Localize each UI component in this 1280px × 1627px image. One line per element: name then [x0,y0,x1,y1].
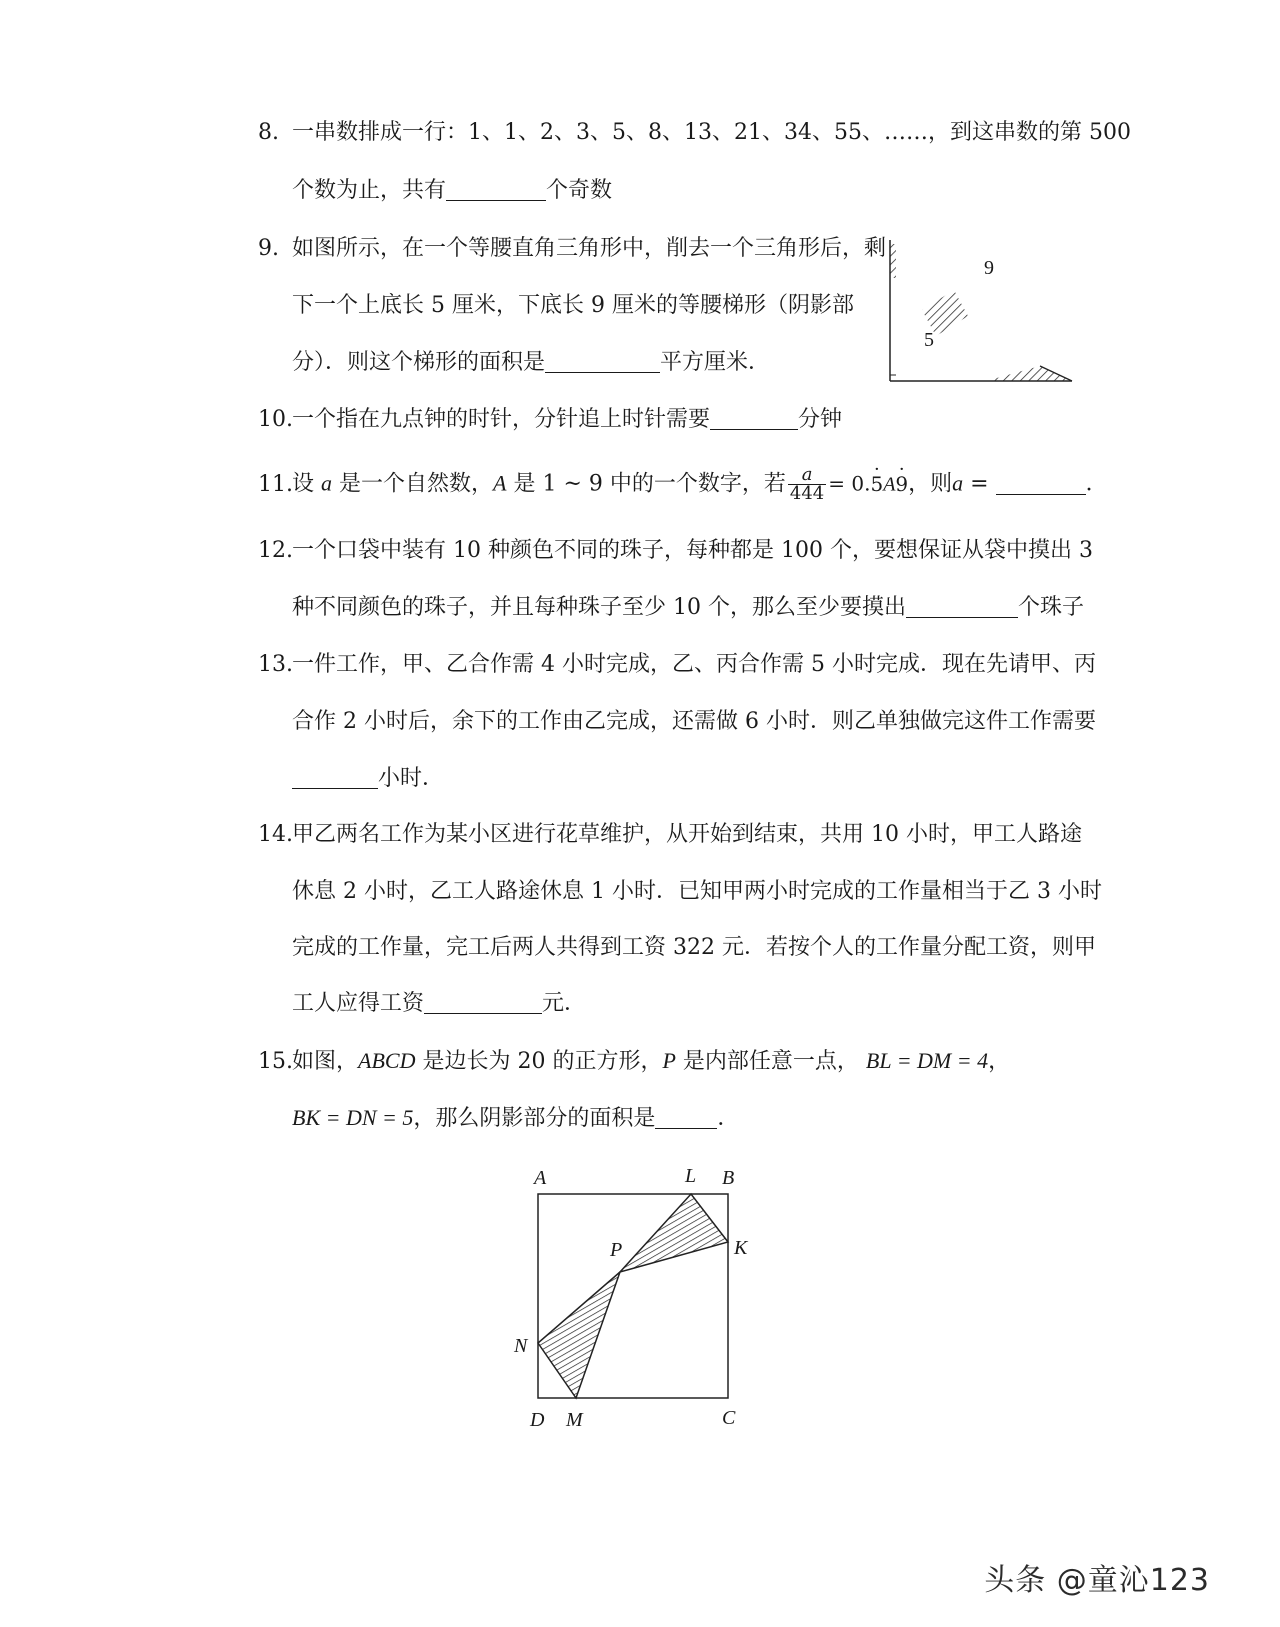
q15-label-L: L [685,1165,697,1187]
q12-text-2a: 种不同颜色的珠子，并且每种珠子至少 10 个，那么至少要摸出 [292,595,906,620]
q13-line3 [292,764,444,794]
q12-text-1: 一个口袋中装有 10 种颜色不同的珠子，每种都是 100 个，要想保证从袋中摸出 3 [292,538,1093,563]
q15-label-A: A [534,1167,547,1189]
q14-line3 [292,933,1096,963]
q10-text-b: 分钟 [798,407,843,432]
q15-eq2: BK = DN = 5 [292,1105,414,1130]
q15-answer-blank[interactable] [655,1106,717,1129]
q11-var-a: a [321,470,333,496]
q15-eq1: BL = DM = 4 [865,1048,989,1073]
q12-answer-blank[interactable] [906,595,1018,618]
q9-answer-blank[interactable] [545,350,660,373]
q9-line2 [292,291,854,321]
q14-text-4b: 元． [542,991,587,1016]
q15-shaded-triangle-PNM [538,1272,620,1398]
q11-number: 11. [258,471,293,497]
q15-t5: ，那么阴影部分的面积是 [413,1106,656,1131]
q10-line [258,405,842,435]
q15-line2 [292,1103,739,1134]
q15-label-M: M [566,1409,583,1431]
q15-t6: ． [717,1106,740,1131]
q14-number: 14. [258,822,293,847]
q11-repeat-digit-3: · 9 [895,469,908,499]
q11-fraction [788,466,826,503]
q13-number: 13. [258,652,293,677]
q14-text-4a: 工人应得工资 [292,991,425,1016]
q9-hatch-top-left [890,244,896,278]
q15-var-ABCD: ABCD [358,1048,416,1073]
q12-line2 [292,593,1084,623]
q11-t2: 是一个自然数， [339,471,494,497]
q8-answer-blank[interactable] [446,178,546,201]
q12-text-2b: 个珠子 [1017,595,1084,620]
q13-line1 [258,650,1096,680]
q9-text-3a: 分）．则这个梯形的面积是 [292,350,546,375]
q9-text-3b: 平方厘米． [660,350,771,375]
q8-number: 8. [258,120,279,145]
q8-text-2b: 个奇数 [546,178,613,203]
q14-text-3: 完成的工作量，完工后两人共得到工资 322 元．若按个人的工作量分配工资，则甲 [292,935,1096,960]
q11-t1: 设 [292,471,315,497]
q15-label-N: N [514,1335,528,1357]
q9-label-9: 9 [984,257,994,279]
q11-repeat-digit-2: A [883,473,896,496]
q15-number: 15. [258,1049,293,1074]
watermark: 头条 @童沁123 [984,1563,1210,1598]
q9-line3 [292,348,770,378]
q11-equals: = 0. [828,471,871,496]
q14-line1 [258,820,1082,850]
q15-t3: 是内部任意一点， [682,1049,859,1074]
q15-t1: 如图， [292,1049,359,1074]
q11-fraction-denominator: 444 [789,483,825,504]
q9-text-1: 如图所示，在一个等腰直角三角形中，削去一个三角形后，剩 [292,236,887,261]
q11-fraction-numerator: a [788,466,826,485]
q9-number: 9. [258,236,279,261]
q15-label-C: C [722,1407,736,1429]
q14-line4 [292,989,586,1019]
q14-text-1: 甲乙两名工作为某小区进行花草维护，从开始到结束，共用 10 小时，甲工人路途 [292,822,1082,847]
q14-answer-blank[interactable] [424,991,542,1014]
q8-line2 [292,176,612,206]
q13-answer-blank[interactable] [292,766,378,789]
q15-label-K: K [734,1237,748,1259]
q9-line1 [258,234,886,264]
q8-text-2a: 个数为止，共有 [292,178,447,203]
q11-line [258,466,1108,503]
q14-line2 [292,877,1102,907]
q12-line1 [258,536,1093,566]
q8-text: 一串数排成一行：1、1、2、3、5、8、13、21、34、55、……，到这串数的第 500 [292,120,1131,145]
q11-t4: ，则 [908,471,953,497]
q12-number: 12. [258,538,293,563]
q15-var-P: P [662,1048,676,1073]
q11-answer-blank[interactable] [996,472,1086,495]
q15-square-figure [500,1160,770,1440]
q15-label-P: P [610,1239,623,1261]
q9-text-2: 下一个上底长 5 厘米，下底长 9 厘米的等腰梯形（阴影部 [292,293,854,318]
q10-answer-blank[interactable] [710,407,798,430]
q15-shaded-triangle-PLK [620,1194,728,1272]
q15-t2: 是边长为 20 的正方形， [422,1049,663,1074]
q13-text-1: 一件工作，甲、乙合作需 4 小时完成，乙、丙合作需 5 小时完成．现在先请甲、丙 [292,652,1096,677]
q15-t4: ， [988,1049,1011,1074]
q13-text-2: 合作 2 小时后，余下的工作由乙完成，还需做 6 小时．则乙单独做完这件工作需要 [292,709,1096,734]
q9-trapezoid-figure [880,232,1080,388]
q15-label-D: D [530,1409,545,1431]
q13-text-3: 小时． [378,766,445,791]
q15-label-B: B [722,1167,735,1189]
q9-hatch-bottom-right [986,366,1072,381]
q11-var-a-2: a [952,470,964,496]
q10-text-a: 一个指在九点钟的时针，分针追上时针需要 [292,407,711,432]
q11-var-A: A [493,470,507,496]
q13-line2 [292,707,1096,737]
q8-line1 [258,118,1131,148]
q11-t3: 是 1 ~ 9 中的一个数字，若 [513,471,786,497]
q11-t5: = [970,471,989,497]
q10-number: 10. [258,407,293,432]
q11-t6: ． [1085,471,1108,497]
q9-label-5: 5 [924,329,934,351]
q15-line1 [258,1046,1010,1077]
q11-repeat-digit-1: · 5 [870,469,883,499]
q14-text-2: 休息 2 小时，乙工人路途休息 1 小时．已知甲两小时完成的工作量相当于乙 3 小时 [292,879,1102,904]
